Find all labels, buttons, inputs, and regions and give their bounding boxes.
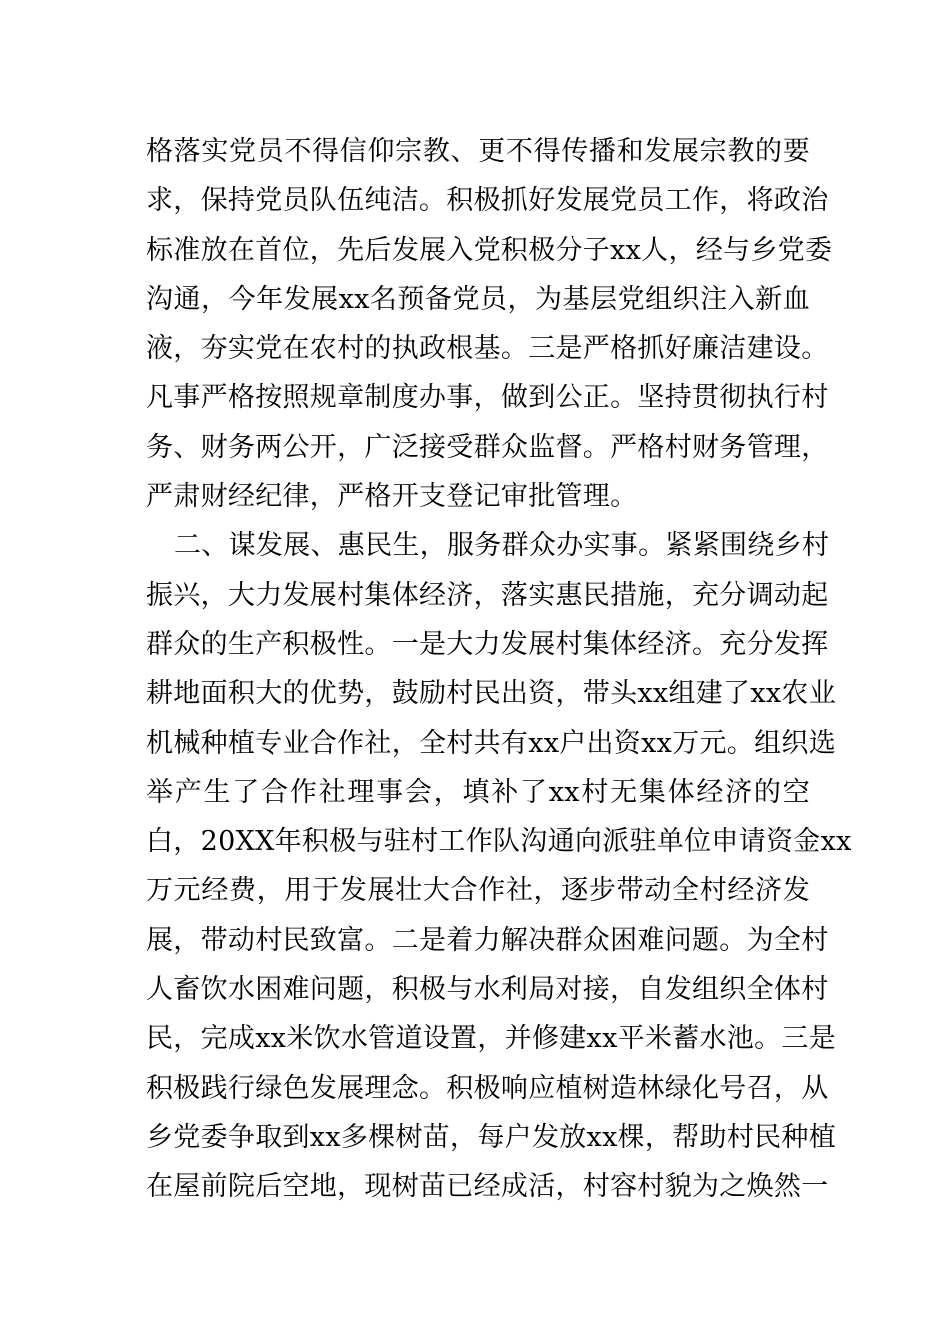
text-line: 群众的生产积极性。一是大力发展村集体经济。充分发挥 (146, 628, 829, 660)
text-line: 白，20XX年积极与驻村工作队沟通向派驻单位申请资金xx (146, 826, 852, 858)
text-line: 在屋前院后空地，现树苗已经成活，村容村貌为之焕然一 (146, 1171, 829, 1203)
text-line: 万元经费，用于发展壮大合作社，逐步带动全村经济发 (146, 875, 810, 907)
text-line: 沟通，今年发展xx名预备党员，为基层党组织注入新血 (146, 283, 810, 315)
text-line: 民，完成xx米饮水管道设置，并修建xx平米蓄水池。三是 (146, 1023, 837, 1055)
text-line: 求，保持党员队伍纯洁。积极抓好发展党员工作，将政治 (146, 185, 829, 217)
text-line: 格落实党员不得信仰宗教、更不得传播和发展宗教的要 (146, 136, 810, 167)
text-line: 积极践行绿色发展理念。积极响应植树造林绿化号召，从 (146, 1072, 829, 1104)
text-line: 液，夯实党在农村的执政根基。三是严格抓好廉洁建设。 (146, 333, 829, 365)
body-text (146, 127, 852, 1212)
text-line: 二、谋发展、惠民生，服务群众办实事。紧紧围绕乡村 (174, 530, 830, 562)
text-line: 严肃财经纪律，严格开支登记审批管理。 (146, 481, 638, 513)
text-line: 振兴，大力发展村集体经济，落实惠民措施，充分调动起 (146, 579, 829, 611)
text-line: 务、财务两公开，广泛接受群众监督。严格村财务管理， (146, 431, 829, 463)
text-line: 举产生了合作社理事会，填补了xx村无集体经济的空 (146, 776, 810, 808)
text-line: 凡事严格按照规章制度办事，做到公正。坚持贯彻执行村 (146, 382, 829, 414)
text-line: 展，带动村民致富。二是着力解决群众困难问题。为全村 (146, 924, 829, 956)
text-line: 耕地面积大的优势，鼓励村民出资，带头xx组建了xx农业 (146, 678, 837, 710)
text-line: 机械种植专业合作社，全村共有xx户出资xx万元。组织选 (146, 727, 837, 759)
text-line: 乡党委争取到xx多棵树苗，每户发放xx棵，帮助村民种植 (146, 1121, 837, 1153)
text-line: 人畜饮水困难问题，积极与水利局对接，自发组织全体村 (146, 974, 829, 1006)
text-line: 标准放在首位，先后发展入党积极分子xx人，经与乡党委 (146, 234, 833, 266)
